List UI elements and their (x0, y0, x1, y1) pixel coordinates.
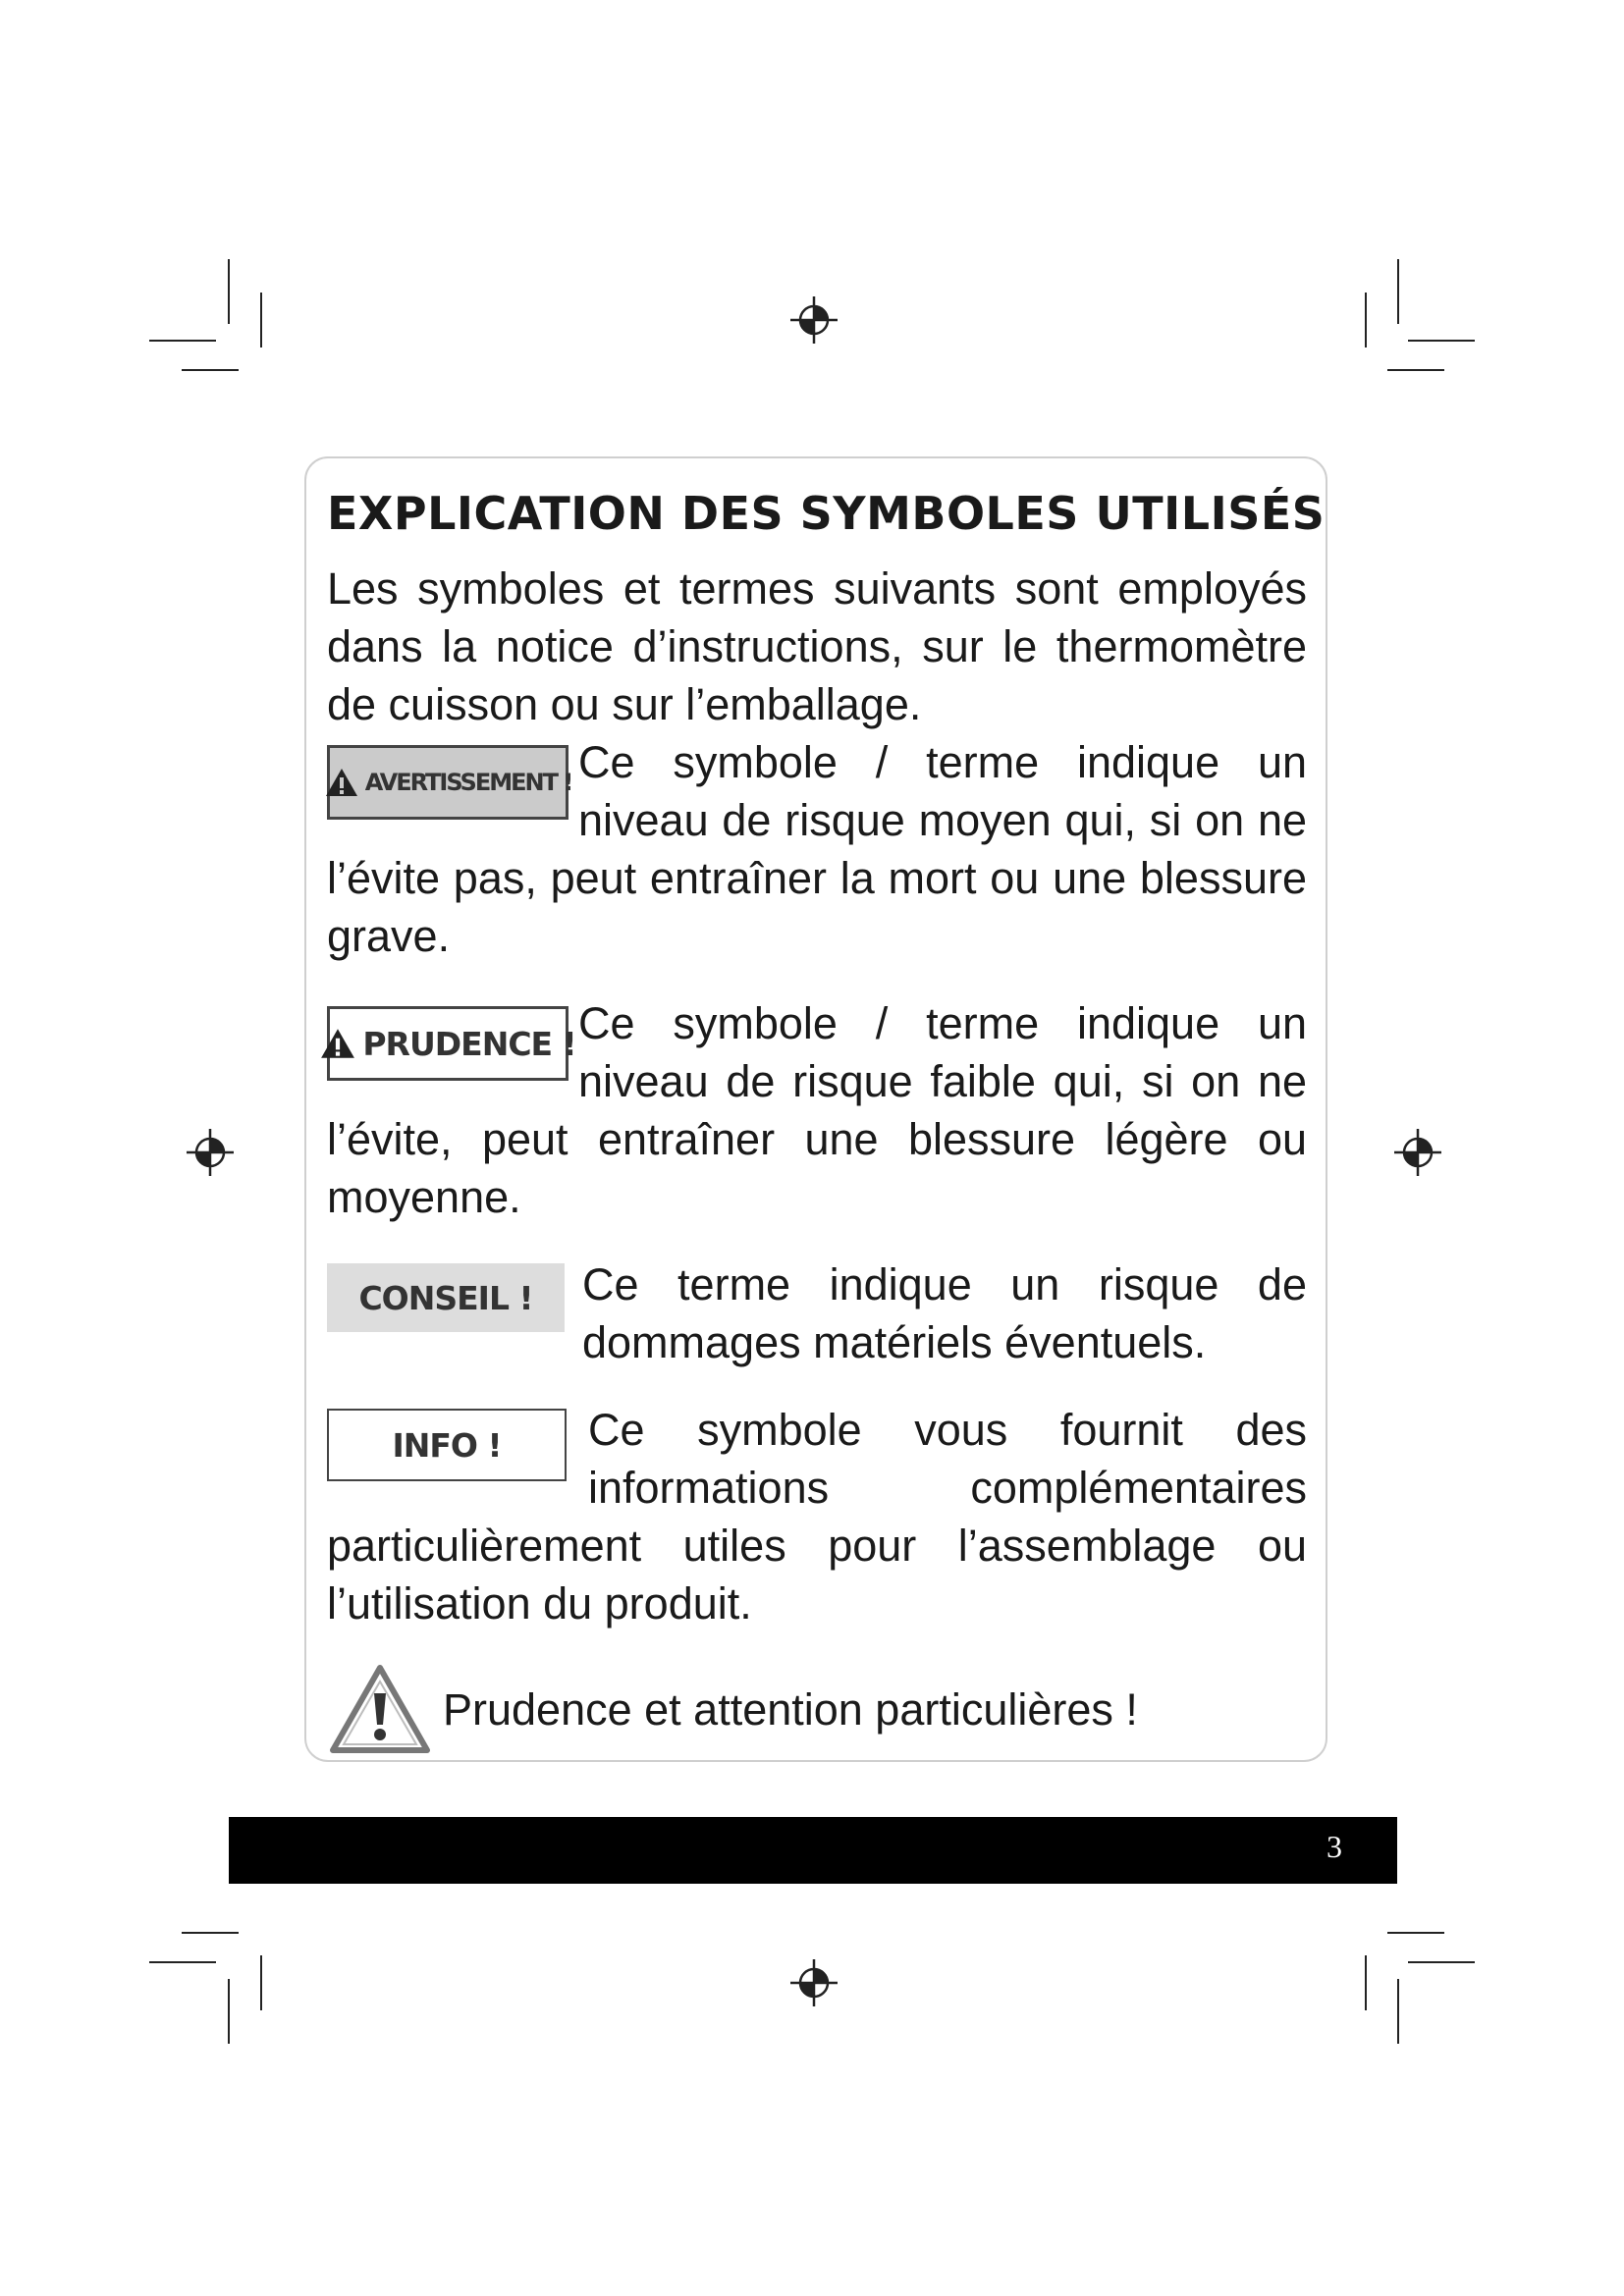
registration-mark-icon (1394, 1129, 1441, 1176)
info-badge (327, 1409, 567, 1481)
info-badge-label: INFO ! (392, 1425, 502, 1465)
symbols-explanation (327, 487, 1326, 1756)
advice-badge (327, 1263, 565, 1332)
page-title: EXPLICATION DES SYMBOLES UTILISÉS (327, 487, 1326, 540)
warning-badge (327, 745, 572, 820)
warning-description: Ce symbole / terme indique un niveau de risque moyen qui, si on ne l’évite pas, peut entraîner la mort ou une blessure grave. (327, 737, 1307, 961)
warning-triangle-icon (319, 1027, 356, 1060)
info-description: Ce symbole vous fournit des informations complémentaires particulièrement utiles pour l’assemblage ou l’utilisation du produit. (327, 1405, 1307, 1629)
entry-caution (327, 994, 1307, 1226)
general-caution-text: Prudence et attention particulières ! (443, 1683, 1138, 1735)
page-footer-bar (229, 1817, 1397, 1884)
warning-badge-label: AVERTISSEMENT ! (364, 769, 572, 796)
caution-badge (327, 1006, 576, 1081)
warning-triangle-icon (327, 1662, 433, 1756)
entry-warning (327, 733, 1307, 965)
caution-badge-label: PRUDENCE ! (362, 1024, 576, 1063)
general-caution-note (327, 1662, 1307, 1756)
caution-description: Ce symbole / terme indique un niveau de risque faible qui, si on ne l’évite, peut entraîner une blessure légère ou moyenne. (327, 998, 1307, 1222)
registration-mark-icon (790, 1959, 838, 2006)
registration-mark-icon (187, 1129, 234, 1176)
warning-triangle-icon (324, 767, 359, 798)
page-number: 3 (1326, 1829, 1342, 1864)
entry-info (327, 1401, 1307, 1632)
advice-badge-label: CONSEIL ! (358, 1278, 533, 1317)
advice-description: Ce terme indique un risque de dommages matériels éventuels. (582, 1259, 1307, 1367)
registration-mark-icon (790, 296, 838, 344)
entry-advice (327, 1255, 1307, 1371)
intro-paragraph: Les symboles et termes suivants sont employés dans la notice d’instructions, sur le thermomètre de cuisson ou sur l’emballage. (327, 563, 1307, 729)
